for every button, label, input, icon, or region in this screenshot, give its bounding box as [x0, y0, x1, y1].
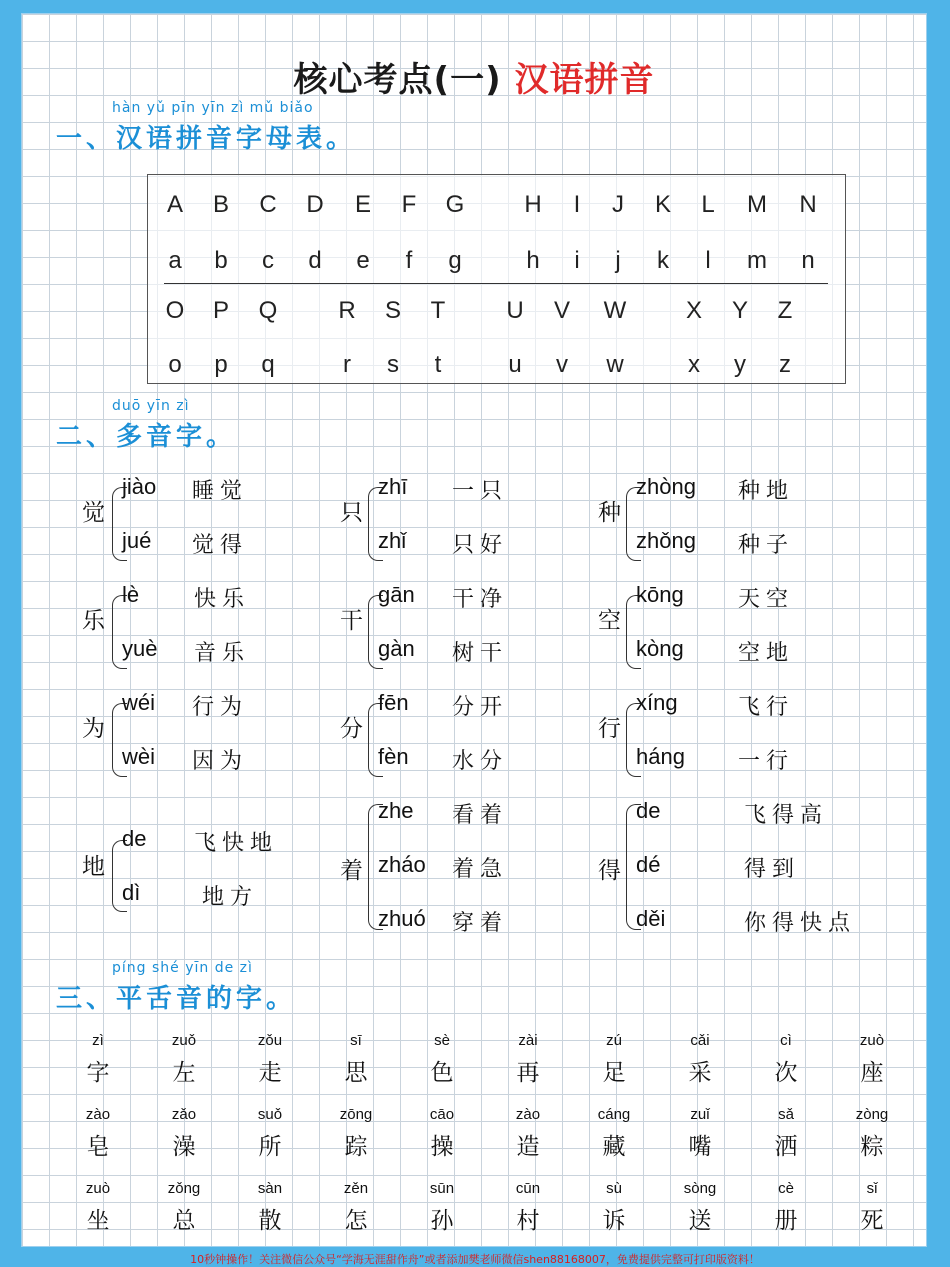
cell-char: 采: [688, 1060, 712, 1086]
cell-pinyin: sè: [434, 1032, 450, 1049]
cell-char: 踪: [344, 1134, 368, 1160]
letter: m: [747, 247, 767, 274]
pinyin: zháo: [378, 852, 426, 877]
word: 飞快地: [194, 831, 279, 856]
character-cell: [321, 1180, 391, 1235]
polyphone-char: 地: [82, 854, 105, 880]
letter: Q: [258, 297, 278, 324]
pinyin: xíng: [636, 690, 678, 715]
cell-char: 册: [774, 1208, 798, 1234]
character-cell: [665, 1032, 735, 1087]
character-cell: [407, 1180, 477, 1235]
letter: s: [387, 351, 399, 378]
pinyin: zhe: [378, 798, 414, 823]
letter: g: [448, 247, 462, 274]
cell-char: 坐: [86, 1208, 110, 1234]
letter: e: [356, 247, 370, 274]
pinyin: dì: [122, 880, 141, 905]
pinyin: zhī: [378, 474, 408, 499]
cell-char: 次: [774, 1060, 798, 1086]
letter: y: [734, 351, 746, 378]
cell-char: 诉: [602, 1208, 626, 1234]
pinyin: háng: [636, 744, 685, 769]
title-topic: 汉语拼音: [514, 60, 655, 100]
cell-pinyin: sūn: [429, 1180, 455, 1197]
word: 一行: [738, 749, 795, 774]
cell-pinyin: zào: [515, 1106, 541, 1123]
character-cell: [493, 1180, 563, 1235]
word: 一只: [452, 479, 509, 504]
letter: J: [612, 191, 624, 218]
word: 只好: [452, 533, 509, 558]
pinyin: wèi: [122, 744, 156, 769]
pinyin: kòng: [636, 636, 684, 661]
character-cell: [407, 1032, 477, 1087]
cell-char: 怎: [344, 1208, 368, 1234]
word: 睡觉: [192, 479, 249, 504]
character-cell: [665, 1180, 735, 1235]
letter: x: [688, 351, 700, 378]
letter: H: [524, 191, 542, 218]
section1-pinyin: hàn yǔ pīn yīn zì mǔ biǎo: [112, 100, 314, 116]
section2-heading: 二、多音字。: [56, 422, 237, 452]
pinyin: gàn: [378, 636, 415, 661]
cell-pinyin: zú: [606, 1032, 622, 1049]
character-cell: [493, 1032, 563, 1087]
letter: G: [445, 191, 465, 218]
character-cell: [235, 1180, 305, 1235]
letter: P: [212, 297, 229, 324]
letter: k: [657, 247, 669, 274]
word: 树干: [452, 641, 509, 666]
character-cell: [149, 1106, 219, 1161]
word: 分开: [452, 695, 509, 720]
letter: T: [430, 297, 446, 324]
cell-pinyin: zuǒ: [171, 1032, 197, 1049]
polyphone-char: 乐: [82, 608, 105, 634]
word: 飞行: [738, 695, 795, 720]
letter: b: [214, 247, 228, 274]
cell-pinyin: zuò: [85, 1180, 111, 1197]
word: 种子: [738, 533, 795, 558]
pinyin: kōng: [636, 582, 684, 607]
cell-char: 散: [258, 1208, 282, 1234]
letter: v: [556, 351, 568, 378]
cell-pinyin: zuò: [859, 1032, 885, 1049]
cell-char: 嘴: [688, 1134, 712, 1160]
letter: U: [506, 297, 524, 324]
letter: N: [799, 191, 817, 218]
pinyin: fēn: [378, 690, 409, 715]
pinyin: lè: [122, 582, 140, 607]
cell-char: 藏: [602, 1134, 626, 1160]
cell-pinyin: zǒng: [167, 1180, 201, 1197]
character-cell: [321, 1032, 391, 1087]
character-cell: [407, 1106, 477, 1161]
letter: r: [343, 351, 351, 378]
letter: a: [168, 247, 182, 274]
cell-char: 澡: [172, 1134, 196, 1160]
polyphone-char: 分: [340, 716, 363, 742]
cell-char: 色: [430, 1060, 454, 1086]
pinyin: dé: [636, 852, 661, 877]
cell-char: 粽: [860, 1134, 884, 1160]
pinyin: wéi: [122, 690, 156, 715]
cell-pinyin: cì: [780, 1032, 792, 1049]
cell-char: 操: [430, 1134, 454, 1160]
character-cell: [235, 1032, 305, 1087]
polyphone-char: 着: [340, 858, 363, 884]
cell-pinyin: cāo: [429, 1106, 455, 1123]
cell-pinyin: sàn: [257, 1180, 283, 1197]
letter: O: [165, 297, 185, 324]
cell-pinyin: zì: [92, 1032, 104, 1049]
cell-char: 座: [860, 1060, 884, 1086]
cell-pinyin: sī: [350, 1032, 362, 1049]
letter: V: [553, 297, 570, 324]
polyphone-char: 干: [340, 608, 363, 634]
section3-heading: 三、平舌音的字。: [56, 984, 297, 1014]
letter: p: [214, 351, 228, 378]
title-main: 核心考点(一): [293, 60, 502, 100]
section3-pinyin: píng shé yīn de zì: [112, 960, 253, 976]
letter: q: [261, 351, 275, 378]
cell-char: 总: [172, 1208, 196, 1234]
cell-pinyin: sù: [606, 1180, 622, 1197]
character-cell: [579, 1032, 649, 1087]
cell-char: 洒: [774, 1134, 798, 1160]
polyphone-char: 行: [598, 716, 621, 742]
letter: R: [338, 297, 356, 324]
word: 行为: [192, 695, 249, 720]
letter: K: [654, 191, 671, 218]
letter: c: [262, 247, 274, 274]
section2-pinyin: duō yīn zì: [112, 398, 190, 414]
pinyin: zhuó: [378, 906, 426, 931]
word: 天空: [738, 587, 795, 612]
word: 快乐: [194, 587, 251, 612]
cell-pinyin: zuǐ: [690, 1106, 710, 1123]
letter: X: [685, 297, 702, 324]
character-cell: [149, 1032, 219, 1087]
character-cell: [579, 1180, 649, 1235]
character-cell: [235, 1106, 305, 1161]
page-title: [22, 52, 926, 101]
pinyin: děi: [636, 906, 666, 931]
polyphone-char: 为: [82, 716, 105, 742]
cell-char: 村: [516, 1208, 540, 1234]
pinyin: yuè: [122, 636, 158, 661]
character-cell: [751, 1106, 821, 1161]
word: 种地: [738, 479, 795, 504]
pinyin: de: [636, 798, 661, 823]
cell-char: 字: [86, 1060, 110, 1086]
letter: h: [526, 247, 540, 274]
character-cell: [751, 1032, 821, 1087]
word: 因为: [192, 749, 249, 774]
cell-pinyin: cáng: [597, 1106, 631, 1123]
cell-char: 孙: [430, 1208, 454, 1234]
character-cell: [579, 1106, 649, 1161]
letter: i: [574, 247, 580, 274]
letter: I: [573, 191, 581, 218]
letter: M: [747, 191, 767, 218]
word: 干净: [452, 587, 509, 612]
cell-pinyin: zài: [518, 1032, 538, 1049]
cell-pinyin: sòng: [683, 1180, 717, 1197]
cell-char: 左: [172, 1060, 196, 1086]
cell-char: 皂: [86, 1134, 110, 1160]
cell-pinyin: sǎ: [778, 1106, 794, 1123]
footer-notice: 10秒钟操作！关注微信公众号“学海无涯甜作舟”或者添加樊老师微信shen88168007，免费提供完整可打印版资料！: [190, 1253, 760, 1266]
pinyin: fèn: [378, 744, 409, 769]
section1-heading: 一、汉语拼音字母表。: [56, 124, 357, 154]
character-cell: [63, 1106, 133, 1161]
character-cell: [837, 1106, 907, 1161]
character-cell: [493, 1106, 563, 1161]
cell-char: 造: [516, 1134, 540, 1160]
word: 水分: [452, 749, 509, 774]
cell-pinyin: cè: [778, 1180, 794, 1197]
cell-pinyin: zěn: [343, 1180, 369, 1197]
polyphone-char: 觉: [82, 500, 105, 526]
alphabet-upper-row-1: [148, 191, 845, 231]
cell-pinyin: zòng: [855, 1106, 889, 1123]
letter: E: [354, 191, 371, 218]
word: 飞得高: [744, 803, 829, 828]
polyphone-char: 得: [598, 858, 621, 884]
character-cell: [63, 1180, 133, 1235]
letter: t: [434, 351, 442, 378]
word: 空地: [738, 641, 795, 666]
pinyin: zhǐ: [378, 528, 407, 553]
letter: f: [405, 247, 413, 274]
polyphone-char: 空: [598, 608, 621, 634]
letter: z: [779, 351, 791, 378]
letter: w: [606, 351, 624, 378]
cell-pinyin: zǒu: [257, 1032, 283, 1049]
worksheet: [22, 14, 926, 1246]
cell-pinyin: zào: [85, 1106, 111, 1123]
letter: d: [308, 247, 322, 274]
letter: Z: [777, 297, 793, 324]
character-cell: [837, 1180, 907, 1235]
word: 得到: [744, 857, 801, 882]
word: 看着: [452, 803, 509, 828]
cell-char: 思: [344, 1060, 368, 1086]
character-cell: [63, 1032, 133, 1087]
cell-char: 送: [688, 1208, 712, 1234]
alphabet-lower-row-1: [148, 247, 845, 287]
polyphone-char: 只: [340, 500, 363, 526]
cell-pinyin: zǎo: [171, 1106, 197, 1123]
cell-char: 足: [602, 1060, 626, 1086]
cell-pinyin: zōng: [339, 1106, 373, 1123]
pinyin: jiào: [122, 474, 157, 499]
word: 穿着: [452, 911, 509, 936]
cell-pinyin: suǒ: [257, 1106, 283, 1123]
cell-pinyin: cūn: [515, 1180, 541, 1197]
word: 地方: [202, 885, 259, 910]
cell-pinyin: cǎi: [690, 1032, 710, 1049]
letter: S: [384, 297, 401, 324]
letter: W: [603, 297, 627, 324]
alphabet-table: [147, 174, 846, 384]
cell-char: 所: [258, 1134, 282, 1160]
letter: Y: [731, 297, 748, 324]
character-cell: [751, 1180, 821, 1235]
alphabet-divider: [164, 283, 828, 284]
letter: n: [801, 247, 815, 274]
pinyin: jué: [122, 528, 152, 553]
cell-pinyin: sǐ: [866, 1180, 878, 1197]
letter: C: [259, 191, 277, 218]
letter: D: [306, 191, 324, 218]
character-cell: [837, 1032, 907, 1087]
pinyin: zhòng: [636, 474, 696, 499]
pinyin: de: [122, 826, 147, 851]
word: 音乐: [194, 641, 251, 666]
alphabet-upper-row-2: [148, 297, 845, 337]
letter: j: [615, 247, 621, 274]
cell-char: 走: [258, 1060, 282, 1086]
letter: A: [166, 191, 183, 218]
word: 着急: [452, 857, 509, 882]
pinyin: zhǒng: [636, 528, 696, 553]
pinyin: gān: [378, 582, 415, 607]
character-cell: [321, 1106, 391, 1161]
word: 觉得: [192, 533, 249, 558]
letter: B: [212, 191, 229, 218]
letter: F: [401, 191, 417, 218]
cell-char: 死: [860, 1208, 884, 1234]
character-cell: [149, 1180, 219, 1235]
letter: o: [168, 351, 182, 378]
cell-char: 再: [516, 1060, 540, 1086]
letter: L: [701, 191, 715, 218]
word: 你得快点: [744, 911, 857, 936]
letter: l: [705, 247, 711, 274]
alphabet-lower-row-2: [148, 351, 845, 391]
polyphone-char: 种: [598, 500, 621, 526]
character-cell: [665, 1106, 735, 1161]
letter: u: [508, 351, 522, 378]
